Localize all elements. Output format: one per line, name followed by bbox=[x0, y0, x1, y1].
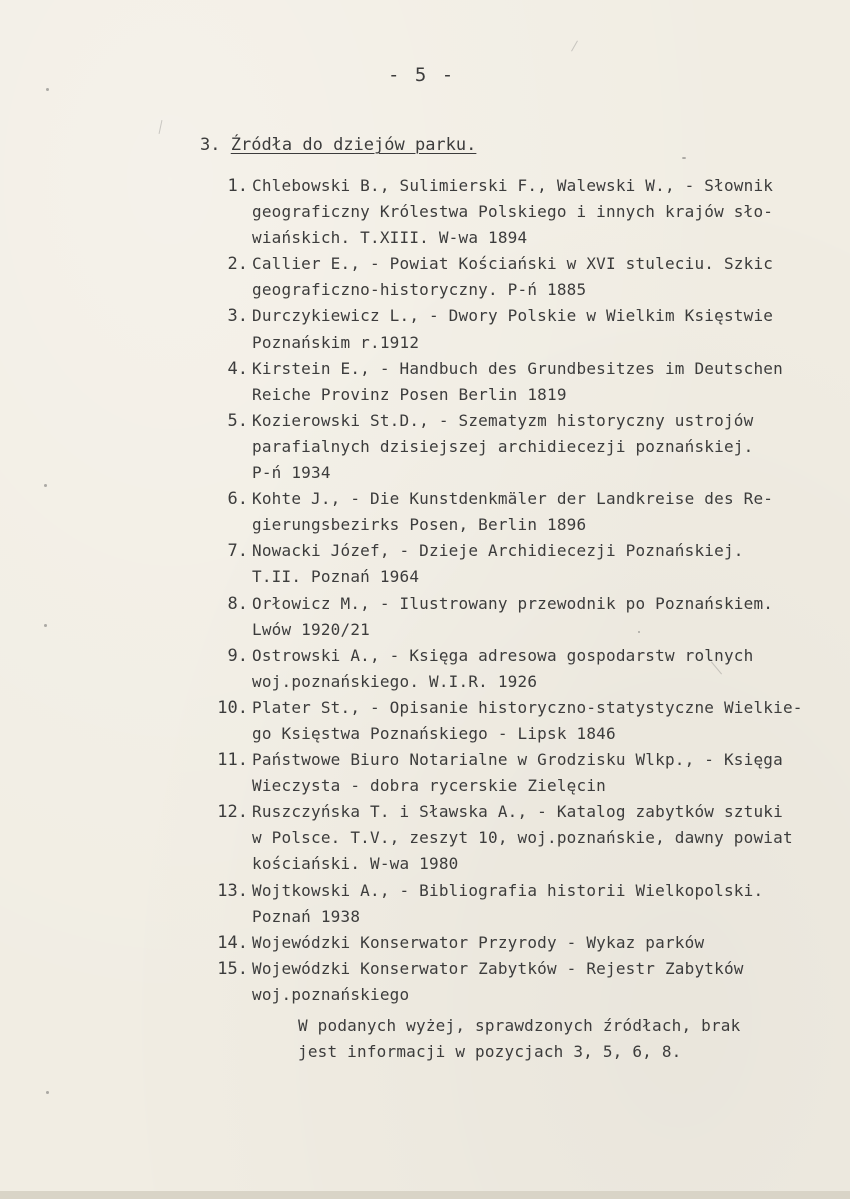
paper-speck bbox=[638, 631, 640, 633]
entry-number: 6. bbox=[227, 489, 248, 510]
closing-note bbox=[298, 1013, 740, 1065]
entry-number: 9. bbox=[227, 645, 248, 666]
entry-number: 12. bbox=[217, 802, 248, 823]
entry-line: Kirstein E., - Handbuch des Grundbesitzes im Deutschen bbox=[252, 358, 783, 378]
entry-number: 8. bbox=[227, 593, 248, 614]
source-entry bbox=[196, 408, 836, 486]
entry-line: Wojewódzki Konserwator Przyrody - Wykaz parków bbox=[252, 932, 705, 952]
entry-number: 15. bbox=[217, 958, 248, 979]
entry-line: Nowacki Józef, - Dzieje Archidiecezji Poznańskiej. bbox=[252, 541, 744, 561]
section-title: Źródła do dziejów parku. bbox=[230, 135, 477, 155]
entry-line: gierungsbezirks Posen, Berlin 1896 bbox=[252, 515, 587, 535]
entry-line: Poznańskim r.1912 bbox=[252, 332, 420, 352]
section-heading bbox=[200, 135, 476, 155]
entry-line: go Księstwa Poznańskiego - Lipsk 1846 bbox=[252, 723, 616, 743]
entry-number: 11. bbox=[217, 750, 248, 771]
entry-line: Orłowicz M., - Ilustrowany przewodnik po Poznańskiem. bbox=[252, 593, 774, 613]
page-number: - 5 - bbox=[388, 64, 456, 86]
entry-line: Plater St., - Opisanie historyczno-statystyczne Wielkie- bbox=[252, 697, 803, 717]
entry-line: wiańskich. T.XIII. W-wa 1894 bbox=[252, 228, 528, 248]
entry-line: Państwowe Biuro Notarialne w Grodzisku Wlkp., - Księga bbox=[252, 750, 783, 770]
entry-line: Wojewódzki Konserwator Zabytków - Rejestr Zabytków bbox=[252, 958, 744, 978]
paper-speck bbox=[44, 624, 47, 627]
source-entry bbox=[196, 643, 836, 695]
entry-number: 1. bbox=[227, 176, 248, 196]
entry-line: woj.poznańskiego bbox=[252, 984, 410, 1004]
entry-number: 13. bbox=[217, 880, 248, 901]
paper-fiber bbox=[571, 41, 578, 52]
page-bottom-edge bbox=[0, 1191, 850, 1199]
source-entry bbox=[196, 591, 836, 643]
source-entry bbox=[196, 538, 836, 590]
entry-line: Poznań 1938 bbox=[252, 906, 361, 926]
entry-line: geograficzny Królestwa Polskiego i innych krajów sło- bbox=[252, 202, 774, 222]
entry-line: Chlebowski B., Sulimierski F., Walewski W., - Słownik bbox=[252, 176, 774, 195]
source-entry bbox=[196, 486, 836, 538]
source-entry bbox=[196, 930, 836, 956]
entry-line: geograficzno-historyczny. P-ń 1885 bbox=[252, 280, 587, 300]
entry-line: kościański. W-wa 1980 bbox=[252, 854, 459, 874]
entry-line: Kozierowski St.D., - Szematyzm historyczny ustrojów bbox=[252, 410, 754, 430]
source-entry bbox=[196, 251, 836, 303]
source-entry bbox=[196, 747, 836, 799]
source-list bbox=[196, 173, 836, 1008]
paper-speck bbox=[44, 484, 47, 487]
entry-line: Wieczysta - dobra rycerskie Zielęcin bbox=[252, 776, 606, 796]
source-entry bbox=[196, 799, 836, 877]
paper-speck bbox=[682, 157, 686, 159]
source-entry bbox=[196, 356, 836, 408]
entry-line: Kohte J., - Die Kunstdenkmäler der Landkreise des Re- bbox=[252, 489, 774, 509]
entry-number: 2. bbox=[227, 254, 248, 275]
entry-line: Lwów 1920/21 bbox=[252, 619, 370, 639]
section-number: 3. bbox=[200, 135, 221, 155]
entry-line: parafialnych dzisiejszej archidiecezji poznańskiej. bbox=[252, 436, 754, 456]
paper-fiber bbox=[159, 120, 163, 134]
entry-line: Wojtkowski A., - Bibliografia historii Wielkopolski. bbox=[252, 880, 764, 900]
entry-line: woj.poznańskiego. W.I.R. 1926 bbox=[252, 671, 538, 691]
entry-line: Ostrowski A., - Księga adresowa gospodarstw rolnych bbox=[252, 645, 754, 665]
source-entry bbox=[196, 956, 836, 1008]
entry-line: w Polsce. T.V., zeszyt 10, woj.poznańskie, dawny powiat bbox=[252, 828, 793, 848]
entry-number: 4. bbox=[227, 358, 248, 379]
entry-line: T.II. Poznań 1964 bbox=[252, 567, 420, 587]
entry-line: Callier E., - Powiat Kościański w XVI stuleciu. Szkic bbox=[252, 254, 774, 274]
entry-number: 14. bbox=[217, 932, 248, 953]
entry-number: 5. bbox=[227, 410, 248, 431]
source-entry bbox=[196, 695, 836, 747]
paper-speck bbox=[46, 1091, 49, 1094]
entry-line: Durczykiewicz L., - Dwory Polskie w Wielkim Księstwie bbox=[252, 306, 774, 326]
entry-line: Ruszczyńska T. i Sławska A., - Katalog zabytków sztuki bbox=[252, 802, 783, 822]
entry-line: P-ń 1934 bbox=[252, 463, 331, 483]
closing-note-line: jest informacji w pozycjach 3, 5, 6, 8. bbox=[298, 1042, 682, 1061]
entry-number: 3. bbox=[227, 306, 248, 327]
source-entry bbox=[196, 878, 836, 930]
paper-speck bbox=[46, 88, 49, 91]
closing-note-line: W podanych wyżej, sprawdzonych źródłach, brak bbox=[298, 1016, 741, 1035]
source-entry bbox=[196, 303, 836, 355]
entry-number: 10. bbox=[217, 697, 248, 718]
entry-number: 7. bbox=[227, 541, 248, 562]
source-entry bbox=[196, 173, 836, 251]
entry-line: Reiche Provinz Posen Berlin 1819 bbox=[252, 384, 567, 404]
